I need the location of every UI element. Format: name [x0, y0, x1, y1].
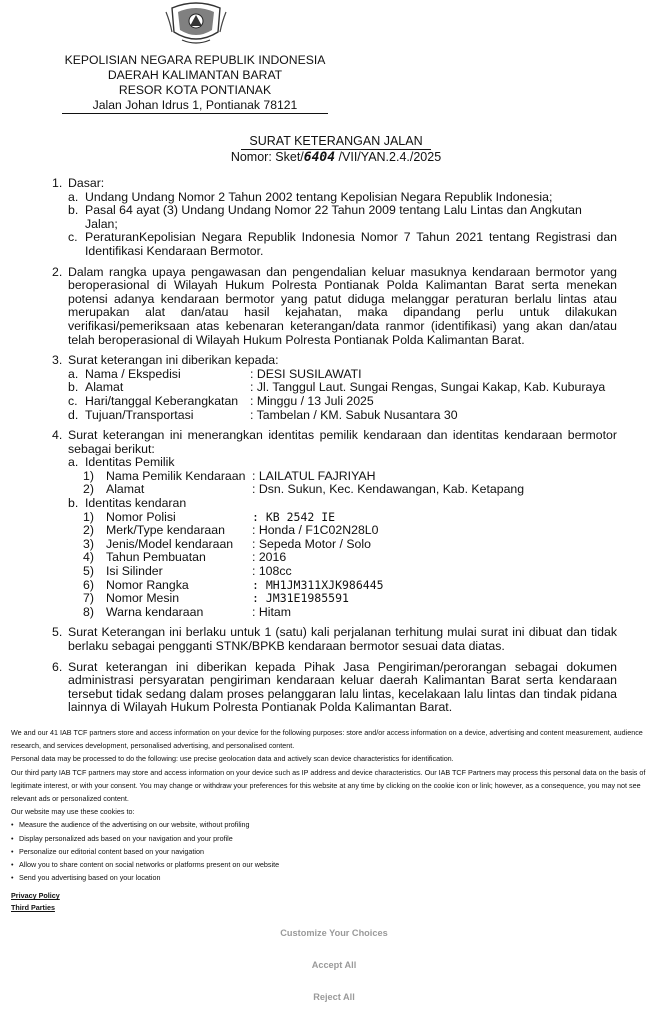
subsection-vehicle	[68, 497, 617, 511]
field-row	[68, 565, 617, 579]
letterhead	[62, 53, 328, 114]
customize-choices-button[interactable]: Customize Your Choices	[280, 928, 388, 938]
field-label: Warna kendaraan	[106, 604, 204, 619]
item-letter: a.	[68, 189, 79, 204]
field-value: : JM31E1985591	[252, 591, 349, 606]
item-number: 5)	[83, 564, 94, 579]
item-number: 4)	[83, 550, 94, 565]
field-value: : DESI SUSILAWATI	[250, 366, 362, 381]
field-label: Jenis/Model kendaraan	[106, 536, 234, 551]
consent-text-partners: Our third party IAB TCF partners may store and access information on your device such as IP address and device characteristics. Our IAB TCF Partners may process this personal data on the basis of legitimate interest, or with your consent. You may change or withdraw your preferences for this website at any time by clicking on the cookie icon or link; however, as a consequence, you may not see relevant ads or personalized content.	[11, 767, 646, 804]
section-number: 4.	[52, 428, 63, 443]
letter-number-handwritten: 6404	[303, 150, 336, 165]
field-label: Nomor Polisi	[106, 509, 176, 524]
section-label: Surat keterangan ini diberikan kepada:	[68, 353, 279, 368]
field-value: : KB 2542 IE	[252, 509, 336, 524]
consent-text-personal-data: Personal data may be processed to do the following: use precise geolocation data and actively scan device characteristics for identification.	[11, 754, 454, 764]
accept-all-button[interactable]: Accept All	[311, 960, 357, 970]
field-label: Isi Silinder	[106, 564, 163, 579]
subsection-label: Identitas Pemilik	[85, 455, 175, 470]
subsection-owner	[68, 456, 617, 470]
field-value: : Hitam	[252, 604, 291, 619]
section-4	[52, 429, 617, 619]
letter-number	[226, 150, 446, 165]
field-value: : Minggu / 13 Juli 2025	[250, 393, 374, 408]
field-row	[68, 483, 617, 497]
field-label: Nomor Mesin	[106, 591, 180, 606]
field-value: : MH1JM311XJK986445	[252, 577, 384, 592]
field-label: Alamat	[106, 482, 145, 497]
item-number: 2)	[83, 482, 94, 497]
item-letter: b.	[68, 203, 79, 218]
field-value: : Jl. Tanggul Laut. Sungai Rengas, Sungai Kakap, Kab. Kuburaya	[250, 380, 606, 395]
item-text: Undang Undang Nomor 2 Tahun 2002 tentang Kepolisian Negara Republik Indonesia;	[85, 189, 553, 204]
privacy-policy-link[interactable]: Privacy Policy	[11, 891, 60, 901]
field-label: Nama Pemilik Kendaraan	[106, 468, 246, 483]
field-value: : Tambelan / KM. Sabuk Nusantara 30	[250, 407, 458, 422]
section-number: 2.	[52, 264, 63, 279]
field-label: Nama / Ekspedisi	[85, 366, 181, 381]
item-text: PeraturanKepolisian Negara Republik Indonesia Nomor 7 Tahun 2021 tentang Registrasi dan Identifikasi Kendaraan Bermotor.	[85, 230, 617, 258]
letter-heading: SURAT KETERANGAN JALAN	[241, 134, 430, 150]
list-item	[68, 231, 617, 258]
item-number: 3)	[83, 536, 94, 551]
field-value: : Honda / F1C02N28L0	[252, 523, 379, 538]
field-label: Tujuan/Transportasi	[85, 407, 194, 422]
item-letter: b.	[68, 380, 79, 395]
item-letter: c.	[68, 393, 78, 408]
field-value: : 2016	[252, 550, 287, 565]
section-label: Dasar:	[68, 176, 105, 190]
letter-title	[226, 134, 446, 165]
field-row	[68, 538, 617, 552]
field-value: : LAILATUL FAJRIYAH	[252, 468, 376, 483]
consent-text-purposes: We and our 41 IAB TCF partners store and access information on your device for the following purposes: store and/or access information on a device, advertising and content measurement, audience research, and services development, personalised advertising, and personalised content.	[11, 728, 643, 751]
section-number: 1.	[52, 176, 63, 190]
field-row	[68, 551, 617, 565]
item-letter: c.	[68, 230, 78, 245]
field-label: Tahun Pembuatan	[106, 550, 206, 565]
section-5	[52, 626, 617, 653]
list-item: • Send you advertising based on your location	[11, 871, 657, 884]
letterhead-line-1: KEPOLISIAN NEGARA REPUBLIK INDONESIA	[64, 53, 326, 67]
third-parties-link[interactable]: Third Parties	[11, 903, 55, 913]
field-row	[68, 592, 617, 606]
field-row	[68, 381, 617, 395]
field-row	[68, 524, 617, 538]
letter-number-prefix: Nomor: Sket/	[230, 150, 304, 164]
item-number: 1)	[83, 468, 94, 483]
field-row	[68, 409, 617, 423]
section-3	[52, 354, 617, 422]
list-item: • Allow you to share content on social networks or platforms present on our website	[11, 858, 657, 871]
list-item: • Personalize our editorial content based on your navigation	[11, 845, 657, 858]
consent-text-cookies-intro: Our website may use these cookies to:	[11, 807, 135, 817]
field-value: : Sepeda Motor / Solo	[252, 536, 371, 551]
field-row	[68, 511, 617, 525]
item-number: 7)	[83, 591, 94, 606]
item-number: 6)	[83, 577, 94, 592]
field-value: : Dsn. Sukun, Kec. Kendawangan, Kab. Ketapang	[252, 482, 525, 497]
field-label: Hari/tanggal Keberangkatan	[85, 393, 239, 408]
field-row	[68, 606, 617, 620]
section-number: 3.	[52, 353, 63, 368]
letterhead-line-3: RESOR KOTA PONTIANAK	[118, 83, 272, 97]
section-text: Surat keterangan ini menerangkan identitas pemilik kendaraan dan identitas kendaraan bermotor sebagai berikut:	[68, 428, 617, 456]
item-letter: a.	[68, 366, 79, 381]
reject-all-button[interactable]: Reject All	[313, 992, 355, 1002]
item-number: 8)	[83, 604, 94, 619]
item-letter: b.	[68, 496, 79, 511]
field-row	[68, 395, 617, 409]
letterhead-address: Jalan Johan Idrus 1, Pontianak 78121	[62, 98, 328, 114]
section-number: 6.	[52, 659, 63, 674]
item-text: Pasal 64 ayat (3) Undang Undang Nomor 22 Tahun 2009 tentang Lalu Lintas dan Angkutan Jalan;	[85, 203, 582, 231]
item-letter: d.	[68, 407, 79, 422]
section-1	[52, 177, 617, 259]
item-number: 2)	[83, 523, 94, 538]
letter-body	[52, 177, 617, 720]
police-emblem-icon	[162, 2, 230, 46]
field-label: Alamat	[85, 380, 124, 395]
letter-number-suffix: /VII/YAN.2.4./2025	[335, 150, 442, 164]
section-2	[52, 266, 617, 348]
subsection-label: Identitas kendaran	[85, 496, 187, 511]
list-item	[68, 191, 617, 205]
section-text: Surat keterangan ini diberikan kepada Pihak Jasa Pengiriman/perorangan sebagai dokumen administrasi persyaratan pengiriman kendaraan keluar daerah Kalimantan Barat serta kendaraan tersebut tidak sedang dalam proses pelanggaran lalu lintas, kecelakaan lalu lintas dan tindak pidana lainnya di Wilayah Hukum Polresta Pontianak Polda Kalimantan Barat.	[68, 659, 617, 715]
item-letter: a.	[68, 455, 79, 470]
item-number: 1)	[83, 509, 94, 524]
consent-cookie-list	[11, 818, 657, 884]
list-item: • Display personalized ads based on your navigation and your profile	[11, 832, 657, 845]
section-text: Surat Keterangan ini berlaku untuk 1 (satu) kali perjalanan terhitung mulai surat ini dibuat dan tidak berlaku sebagai pengganti STNK/BPKB kendaraan bermotor sesuai data diatas.	[68, 625, 617, 653]
field-label: Nomor Rangka	[106, 577, 189, 592]
field-label: Merk/Type kendaraan	[106, 523, 225, 538]
field-row	[68, 579, 617, 593]
section-6	[52, 661, 617, 715]
list-item	[68, 204, 617, 231]
section-number: 5.	[52, 625, 63, 640]
consent-links	[11, 890, 657, 914]
list-item: • Measure the audience of the advertising on our website, without profiling	[11, 818, 657, 831]
field-row	[68, 470, 617, 484]
field-row	[68, 368, 617, 382]
field-value: : 108cc	[252, 564, 292, 579]
cookie-consent-banner	[0, 720, 668, 1024]
section-text: Dalam rangka upaya pengawasan dan pengendalian keluar masuknya kendaraan bermotor yang beroperasional di Wilayah Hukum Polresta Pontianak Polda Kalimantan Barat serta menekan potensi adanya kendaraan bermotor yang patut diduga melanggar peraturan berlalu lintas atau merupakan alat dan/atau hasil kejahatan, maka dipandang perlu untuk dilakukan verifikasi/pemeriksaan atas kebenaran keterangan/data ranmor (identifikasi) yang akan dan/atau telah beroperasional di Wilayah Hukum Polresta Pontianak Polda Kalimantan Barat.	[68, 264, 617, 347]
letterhead-line-2: DAERAH KALIMANTAN BARAT	[107, 68, 283, 82]
